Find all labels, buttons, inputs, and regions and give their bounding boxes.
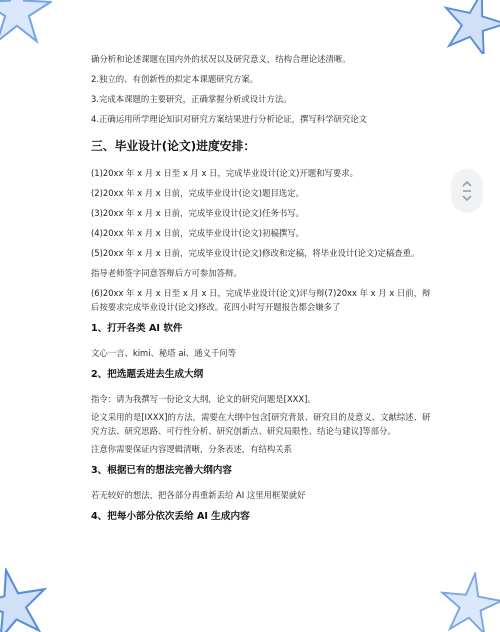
- schedule-item: (5)20xx 年 x 月 x 日前，完成毕业设计(论文)修改和定稿，将毕业设计(论文)定稿查重。: [91, 248, 420, 258]
- step-heading: 3、根据已有的想法完善大纲内容: [91, 465, 232, 476]
- star-icon: [0, 568, 48, 632]
- step-heading: 1、打开各类 AI 软件: [91, 323, 183, 334]
- paragraph: 若无较好的想法，把各部分再重新丢给 AI 这里用框架就好: [91, 490, 306, 500]
- step-heading: 2、把选题丢进去生成大纲: [91, 369, 204, 380]
- paragraph: 4.正确运用所学理论知识对研究方案结果进行分析论证，撰写科学研究论文: [91, 114, 367, 124]
- paragraph: 3.完成本课题的主要研究，正确掌握分析或设计方法。: [91, 94, 292, 104]
- schedule-item: (1)20xx 年 x 月 x 日至 x 月 x 日，完成毕业设计(论文)开题和写要求。: [91, 168, 359, 178]
- schedule-item: 指导老师签字同意答辩后方可参加答辩。: [91, 268, 242, 278]
- schedule-item: (6)20xx 年 x 月 x 日至 x 月 x 日，完成毕业设计(论文)评与辩(7)20xx 年 x 月 x 日前，辩后按要求完成毕业设计(论文)修改。花四小时写开题报告都会嫌多了: [91, 288, 431, 312]
- schedule-item: (4)20xx 年 x 月 x 日前，完成毕业设计(论文)初稿撰写。: [91, 228, 304, 238]
- schedule-item: (3)20xx 年 x 月 x 日前，完成毕业设计(论文)任务书写。: [91, 208, 304, 218]
- scroll-handle[interactable]: [452, 170, 482, 212]
- paragraph: 确分析和论述课题在国内外的状况以及研究意义，结构合理论述清晰。: [91, 54, 351, 64]
- schedule-item: (2)20xx 年 x 月 x 日前，完成毕业设计(论文)题目选定。: [91, 188, 304, 198]
- star-icon: [438, 0, 500, 54]
- paragraph: 指令：请为我撰写一份论文大纲，论文的研究问题是[XXX]。: [91, 394, 316, 404]
- step-heading: 4、把每小部分依次丢给 AI 生成内容: [91, 511, 250, 522]
- paragraph: 文心一言、kimi、秘塔 ai、通义千问等: [91, 348, 237, 358]
- paragraph: 注意你需要保证内容逻辑清晰，分条表述，有结构关系: [91, 444, 292, 454]
- document-body: [91, 52, 436, 534]
- section-heading: 三、毕业设计(论文)进度安排：: [91, 139, 256, 153]
- scroll-handle-icon: [460, 179, 474, 203]
- paragraph: 2.独立的、有创新性的拟定本课题研究方案。: [91, 74, 259, 84]
- paragraph: 论文采用的是[IXXX]的方法，需要在大纲中包含[研究背景、研究目的及意义、文献综述、研究方法、研究思路、可行性分析、研究创新点、研究局限性、结论与建议]等部分。: [91, 412, 431, 436]
- star-icon: [0, 0, 52, 44]
- star-icon: [436, 572, 500, 632]
